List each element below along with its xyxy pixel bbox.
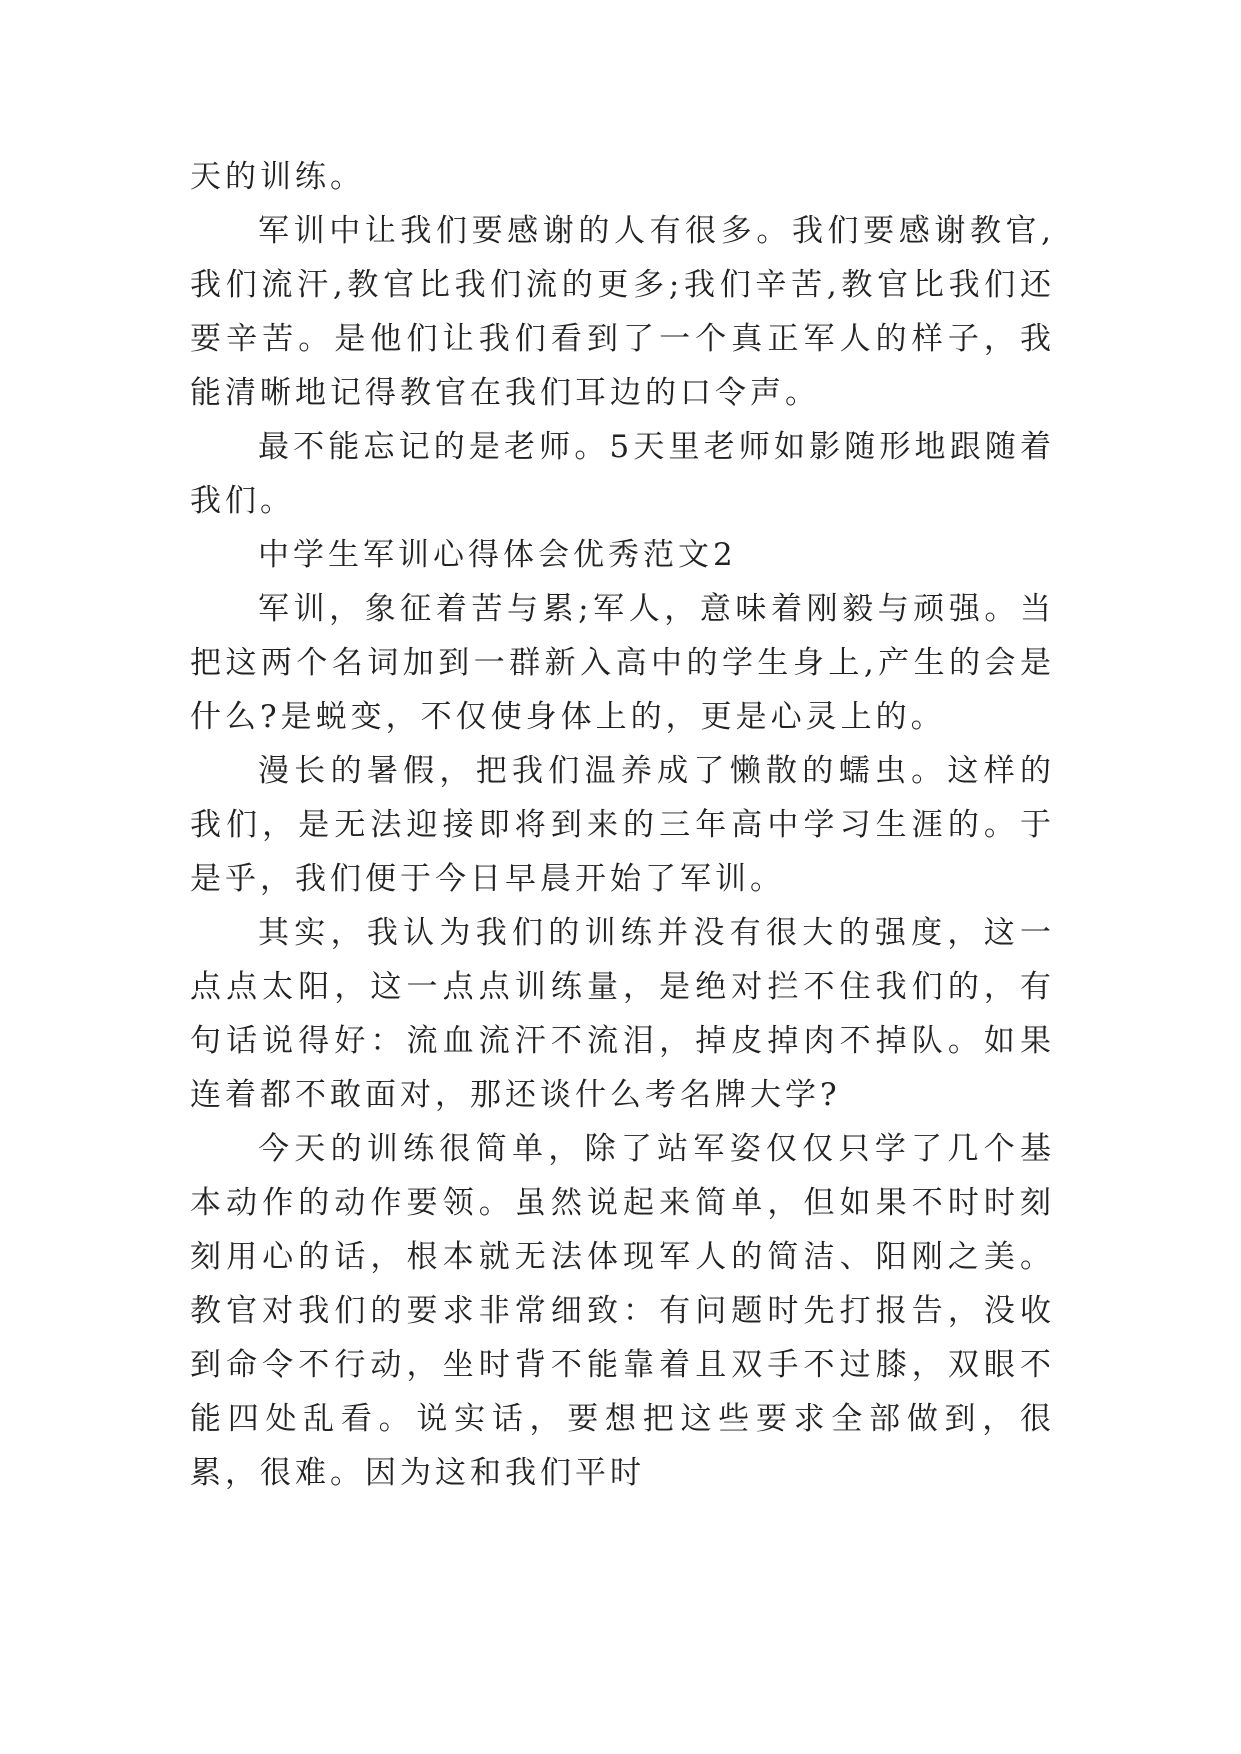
section-heading: 中学生军训心得体会优秀范文2 (258, 537, 737, 573)
paragraph-teachers: 最不能忘记的是老师。5天里老师如影随形地跟随着我们。 (190, 429, 1055, 519)
paragraph-training-details: 今天的训练很简单，除了站军姿仅仅只学了几个基本动作的动作要领。虽然说起来简单，但如果不时时刻刻用心的话，根本就无法体现军人的简洁、阳刚之美。教官对我们的要求非常细致：有问题时先打报告，没收到命令不行动，坐时背不能靠着且双手不过膝，双眼不能四处乱看。说实话，要想把这些要求全部做到，很累，很难。因为这和我们平时 (190, 1131, 1055, 1491)
paragraph-continuation: 天的训练。 (190, 159, 365, 195)
paragraph-training-intensity: 其实，我认为我们的训练并没有很大的强度，这一点点太阳，这一点点训练量，是绝对拦不住我们的，有句话说得好：流血流汗不流泪，掉皮掉肉不掉队。如果连着都不敢面对，那还谈什么考名牌大学? (190, 915, 1055, 1113)
paragraph-military-training-meaning: 军训，象征着苦与累;军人，意味着刚毅与顽强。当把这两个名词加到一群新入高中的学生身上,产生的会是什么?是蜕变，不仅使身体上的，更是心灵上的。 (190, 591, 1055, 735)
paragraph-thanks-instructors: 军训中让我们要感谢的人有很多。我们要感谢教官,我们流汗,教官比我们流的更多;我们辛苦,教官比我们还要辛苦。是他们让我们看到了一个真正军人的样子，我能清晰地记得教官在我们耳边的口令声。 (190, 213, 1055, 411)
document-body (190, 150, 1055, 1500)
paragraph-summer-vacation: 漫长的暑假，把我们温养成了懒散的蠕虫。这样的我们，是无法迎接即将到来的三年高中学习生涯的。于是乎，我们便于今日早晨开始了军训。 (190, 753, 1055, 897)
